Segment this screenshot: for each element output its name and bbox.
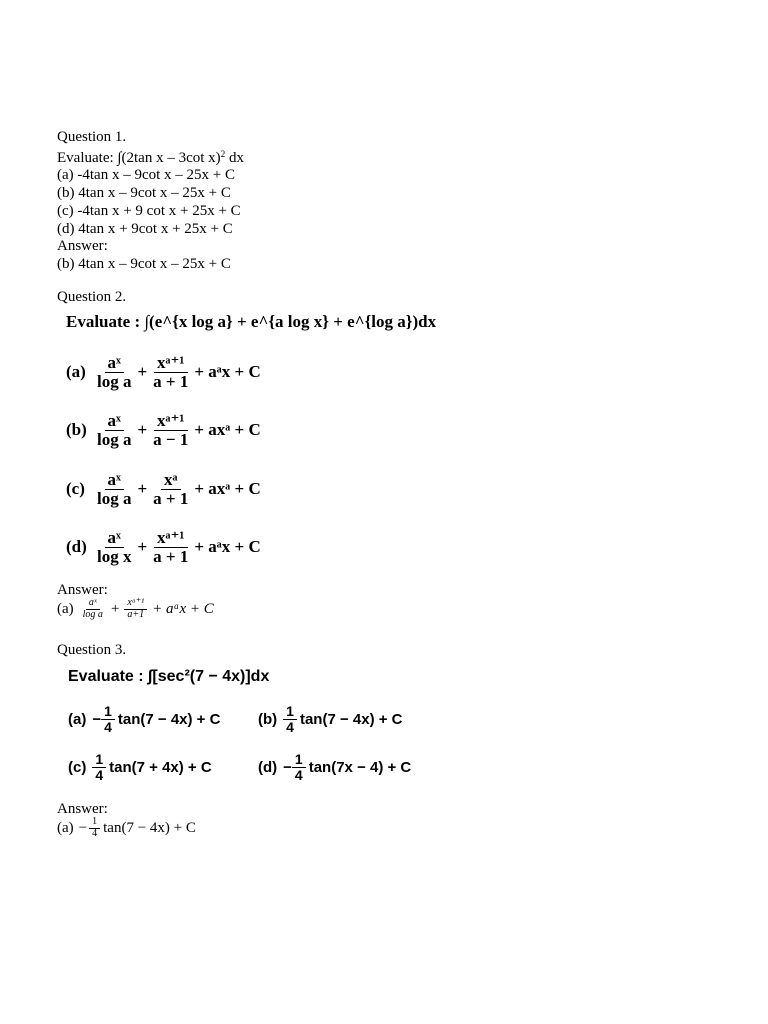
q3-option-sign: −	[283, 758, 292, 776]
fraction-denominator: a − 1	[153, 429, 189, 449]
q3-option-sign: −	[92, 710, 102, 728]
fraction-numerator: 1	[101, 704, 115, 720]
fraction-denominator: log a	[97, 488, 132, 508]
fraction-numerator: aˣ	[105, 412, 124, 431]
fraction-denominator: a + 1	[153, 371, 189, 391]
q2-fraction	[150, 529, 191, 566]
q3-option-label: (a)	[68, 710, 87, 728]
fraction-numerator: 1	[89, 817, 100, 829]
q2-option-b: (b) $\frac{\text{aˣ}}{\text{log a}}$ + $\frac{\text{xᵃ⁺¹}}{a - 1}$ + axᵃ + C	[66, 411, 261, 449]
fraction-denominator: 4	[294, 766, 303, 783]
q3-option-tail: tan(7 − 4x) + C	[117, 710, 221, 728]
q2-fraction	[94, 529, 134, 566]
q3-option-tail: tan(7 + 4x) + C	[109, 758, 212, 776]
q3-prompt: Evaluate : ∫[sec²(7 − 4x)]dx	[68, 668, 270, 685]
fraction-numerator: 1	[292, 752, 306, 768]
fraction-denominator: log a	[82, 608, 103, 620]
fraction-denominator: a + 1	[153, 488, 189, 508]
q2-answer: (a) $\frac{\text{aˣ}}{\text{log a}}$ + $\frac{\text{xᵃ⁺¹}}{a+1}$ + aᵃx + C	[57, 597, 214, 620]
q1-prompt-exponent: 2	[220, 149, 226, 160]
q3-answer-tail: tan(7 − 4x) + C	[103, 819, 196, 836]
q3-answer-sign: −	[78, 819, 88, 836]
q2-answer-fraction	[124, 598, 147, 620]
q3-option-label: (c)	[68, 758, 87, 776]
q3-answer-option-label: (a)	[57, 819, 74, 836]
fraction-denominator: log a	[97, 371, 132, 391]
q2-option-tail: + aᵃx + C	[194, 537, 261, 557]
q3-option-label: (d)	[258, 758, 278, 776]
q2-option-label: (d)	[66, 537, 87, 557]
q2-option-tail: + axᵃ + C	[194, 479, 261, 499]
q2-fraction	[94, 354, 134, 391]
q3-fraction	[283, 704, 297, 734]
fraction-denominator: 4	[95, 766, 104, 783]
q1-answer-label: Answer:	[57, 238, 108, 254]
q1-prompt	[57, 149, 244, 167]
q1-prompt-text: Evaluate: ∫(2tan x – 3cot x)	[57, 150, 221, 166]
fraction-numerator: xᵃ⁺¹	[154, 529, 188, 548]
q3-option-c	[68, 752, 212, 782]
q3-answer	[57, 817, 196, 839]
q3-option-b	[258, 704, 403, 734]
q2-answer-option-label: (a)	[57, 600, 74, 617]
q3-option-tail: tan(7 − 4x) + C	[299, 710, 403, 728]
q2-answer-fraction	[80, 598, 106, 620]
fraction-numerator: aˣ	[105, 471, 124, 490]
fraction-numerator: xᵃ	[161, 471, 180, 490]
q3-answer-label: Answer:	[57, 801, 108, 817]
q2-option-tail: + axᵃ + C	[194, 420, 261, 440]
fraction-numerator: aˣ	[105, 354, 124, 373]
q1-option-a: (a) -4tan x – 9cot x – 25x + C	[57, 167, 236, 183]
q1-answer: (b) 4tan x – 9cot x – 25x + C	[57, 256, 231, 272]
fraction-denominator: a + 1	[153, 546, 189, 566]
q2-option-tail: + aᵃx + C	[194, 362, 261, 382]
q3-option-tail: tan(7x − 4) + C	[308, 758, 412, 776]
fraction-numerator: 1	[92, 752, 106, 768]
q2-answer-label: Answer:	[57, 582, 108, 598]
fraction-denominator: 4	[104, 718, 112, 735]
fraction-denominator: log x	[97, 546, 132, 566]
q2-fraction	[94, 471, 134, 508]
q1-option-d: (d) 4tan x + 9cot x + 25x + C	[57, 221, 233, 237]
q1-heading: Question 1.	[57, 129, 127, 145]
fraction-denominator: a+1	[127, 608, 145, 620]
q3-option-a	[68, 704, 220, 734]
q2-option-label: (b)	[66, 420, 87, 440]
fraction-numerator: xᵃ⁺¹	[124, 598, 147, 610]
q2-fraction	[150, 471, 191, 508]
q3-fraction	[92, 752, 106, 782]
q2-prompt: Evaluate : ∫(e^{x log a} + e^{a log x} + e^{log a})dx	[66, 312, 437, 331]
fraction-numerator: aˣ	[86, 598, 100, 610]
fraction-numerator: xᵃ⁺¹	[154, 354, 188, 373]
q2-option-label: (a)	[66, 362, 86, 382]
q2-fraction	[150, 354, 191, 391]
fraction-numerator: xᵃ⁺¹	[154, 412, 188, 431]
q2-option-d: (d) $\frac{\text{aˣ}}{\text{log x}}$ + $\frac{\text{xᵃ⁺¹}}{a + 1}$ + aᵃx + C	[66, 528, 261, 566]
fraction-denominator: 4	[92, 827, 98, 839]
fraction-numerator: aˣ	[105, 529, 124, 548]
q2-fraction	[94, 412, 134, 449]
fraction-denominator: 4	[286, 718, 294, 735]
q3-answer-fraction	[89, 817, 100, 839]
fraction-denominator: log a	[97, 429, 132, 449]
q3-option-label: (b)	[258, 710, 278, 728]
q3-fraction	[292, 752, 306, 782]
q2-option-c: (c) $\frac{\text{aˣ}}{\text{log a}}$ + $\frac{\text{xᵃ}}{a + 1}$ + axᵃ + C	[66, 470, 261, 508]
q3-option-d	[258, 752, 411, 782]
q2-option-label: (c)	[66, 479, 85, 499]
q3-fraction	[101, 704, 115, 734]
q2-fraction	[150, 412, 191, 449]
q2-heading: Question 2.	[57, 289, 127, 305]
q2-option-a: (a) $\frac{\text{aˣ}}{\text{log a}}$ + $\frac{\text{xᵃ⁺¹}}{a + 1}$ + aᵃx + C	[66, 353, 261, 391]
fraction-numerator: 1	[283, 704, 297, 720]
q1-option-b: (b) 4tan x – 9cot x – 25x + C	[57, 185, 231, 201]
q1-prompt-tail: dx	[225, 150, 245, 166]
q2-answer-tail: + aᵃx + C	[152, 600, 214, 617]
q3-heading: Question 3.	[57, 642, 127, 658]
q1-option-c: (c) -4tan x + 9 cot x + 25x + C	[57, 203, 241, 219]
